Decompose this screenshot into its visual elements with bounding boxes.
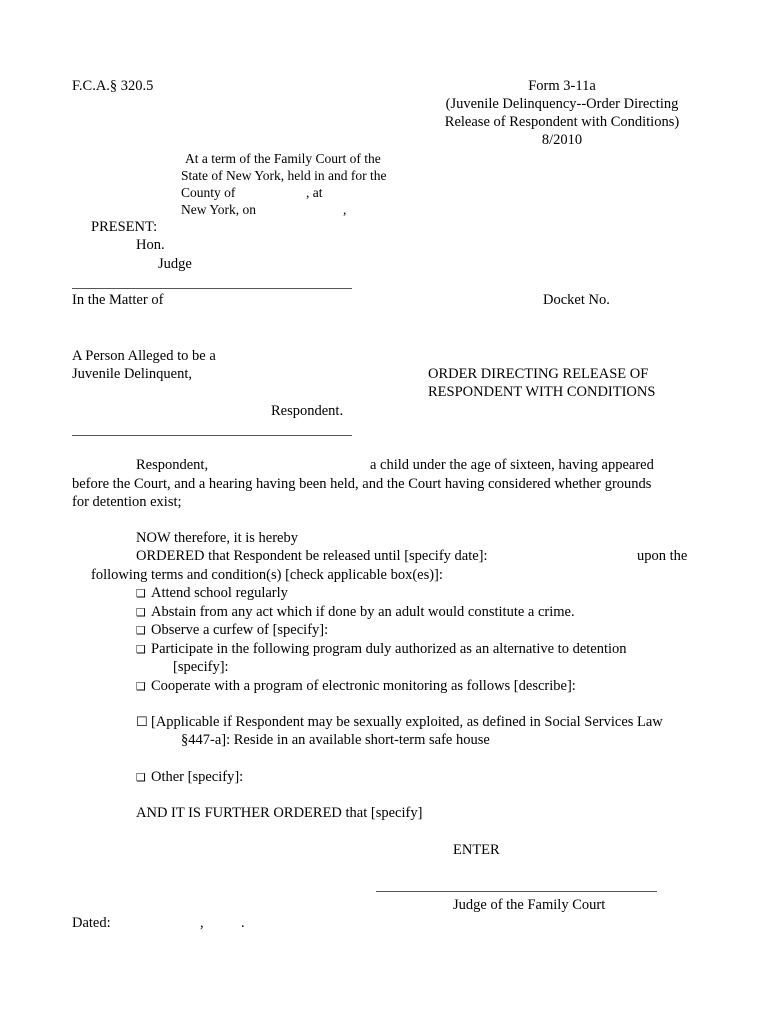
condition-other: ❑ Other [specify]: [136, 769, 244, 785]
further-ordered: AND IT IS FURTHER ORDERED that [specify] [136, 805, 423, 821]
present-hon: Hon. [136, 237, 165, 253]
court-term-on: New York, on [181, 202, 257, 217]
condition-electronic-monitoring: ❑ Cooperate with a program of electronic monitoring as follows [describe]: [136, 678, 576, 694]
form-title-line1: (Juvenile Delinquency--Order Directing [445, 96, 679, 112]
caption-rule-top [72, 288, 352, 289]
judge-signature-label: Judge of the Family Court [453, 897, 606, 913]
court-term-comma: , [343, 202, 347, 217]
upon-the: upon the [637, 548, 688, 564]
condition-attend-school: ❑ Attend school regularly [136, 585, 288, 601]
dated-period: . [241, 915, 245, 931]
order-title-line2: RESPONDENT WITH CONDITIONS [428, 384, 656, 400]
para1-line3: for detention exist; [72, 494, 182, 510]
checkbox-icon[interactable]: ❑ [136, 587, 146, 600]
form-date: 8/2010 [541, 132, 583, 148]
now-therefore: NOW therefore, it is hereby [136, 530, 298, 546]
condition-program: ❑ Participate in the following program duly authorized as an alternative to detention [136, 641, 627, 657]
para1-line1: a child under the age of sixteen, having appeared [370, 457, 654, 473]
dated-comma: , [200, 915, 204, 931]
court-term-county-label: County of [181, 185, 236, 200]
condition-program-specify: [specify]: [173, 659, 229, 675]
checkbox-icon[interactable]: ☐ [136, 715, 148, 730]
alleged-line1: A Person Alleged to be a [72, 348, 216, 364]
court-term-line2: State of New York, held in and for the [181, 168, 387, 183]
dated-label: Dated: [72, 915, 111, 931]
in-the-matter-of: In the Matter of [72, 292, 164, 308]
checkbox-icon[interactable]: ❑ [136, 643, 146, 656]
checkbox-icon[interactable]: ❑ [136, 771, 146, 784]
respondent-label: Respondent. [271, 403, 344, 419]
order-title-line1: ORDER DIRECTING RELEASE OF [428, 366, 649, 382]
present-judge: Judge [158, 256, 192, 272]
form-title-line2: Release of Respondent with Conditions) [444, 114, 680, 130]
condition-safe-house: ☐ [Applicable if Respondent may be sexually exploited, as defined in Social Services Law [136, 714, 663, 730]
para1-line2: before the Court, and a hearing having been held, and the Court having considered whether grounds [72, 476, 652, 492]
form-number: Form 3-11a [528, 78, 596, 94]
docket-number-label: Docket No. [543, 292, 610, 308]
condition-abstain: ❑ Abstain from any act which if done by an adult would constitute a crime. [136, 604, 575, 620]
caption-rule-bottom [72, 435, 352, 436]
alleged-line2: Juvenile Delinquent, [72, 366, 193, 382]
enter-label: ENTER [453, 842, 500, 858]
signature-line [376, 891, 657, 892]
ordered-release: ORDERED that Respondent be released until [specify date]: [136, 548, 488, 564]
court-term-at: , at [306, 185, 323, 200]
respondent-name-label: Respondent, [136, 457, 209, 473]
checkbox-icon[interactable]: ❑ [136, 606, 146, 619]
condition-safe-house-line2: §447-a]: Reside in an available short-term safe house [181, 732, 490, 748]
statute-reference: F.C.A.§ 320.5 [72, 78, 154, 94]
checkbox-icon[interactable]: ❑ [136, 680, 146, 693]
condition-curfew: ❑ Observe a curfew of [specify]: [136, 622, 329, 638]
court-term-line1: At a term of the Family Court of the [185, 151, 381, 166]
present-label: PRESENT: [91, 219, 158, 235]
ordered-line2: following terms and condition(s) [check applicable box(es)]: [91, 567, 443, 583]
checkbox-icon[interactable]: ❑ [136, 624, 146, 637]
